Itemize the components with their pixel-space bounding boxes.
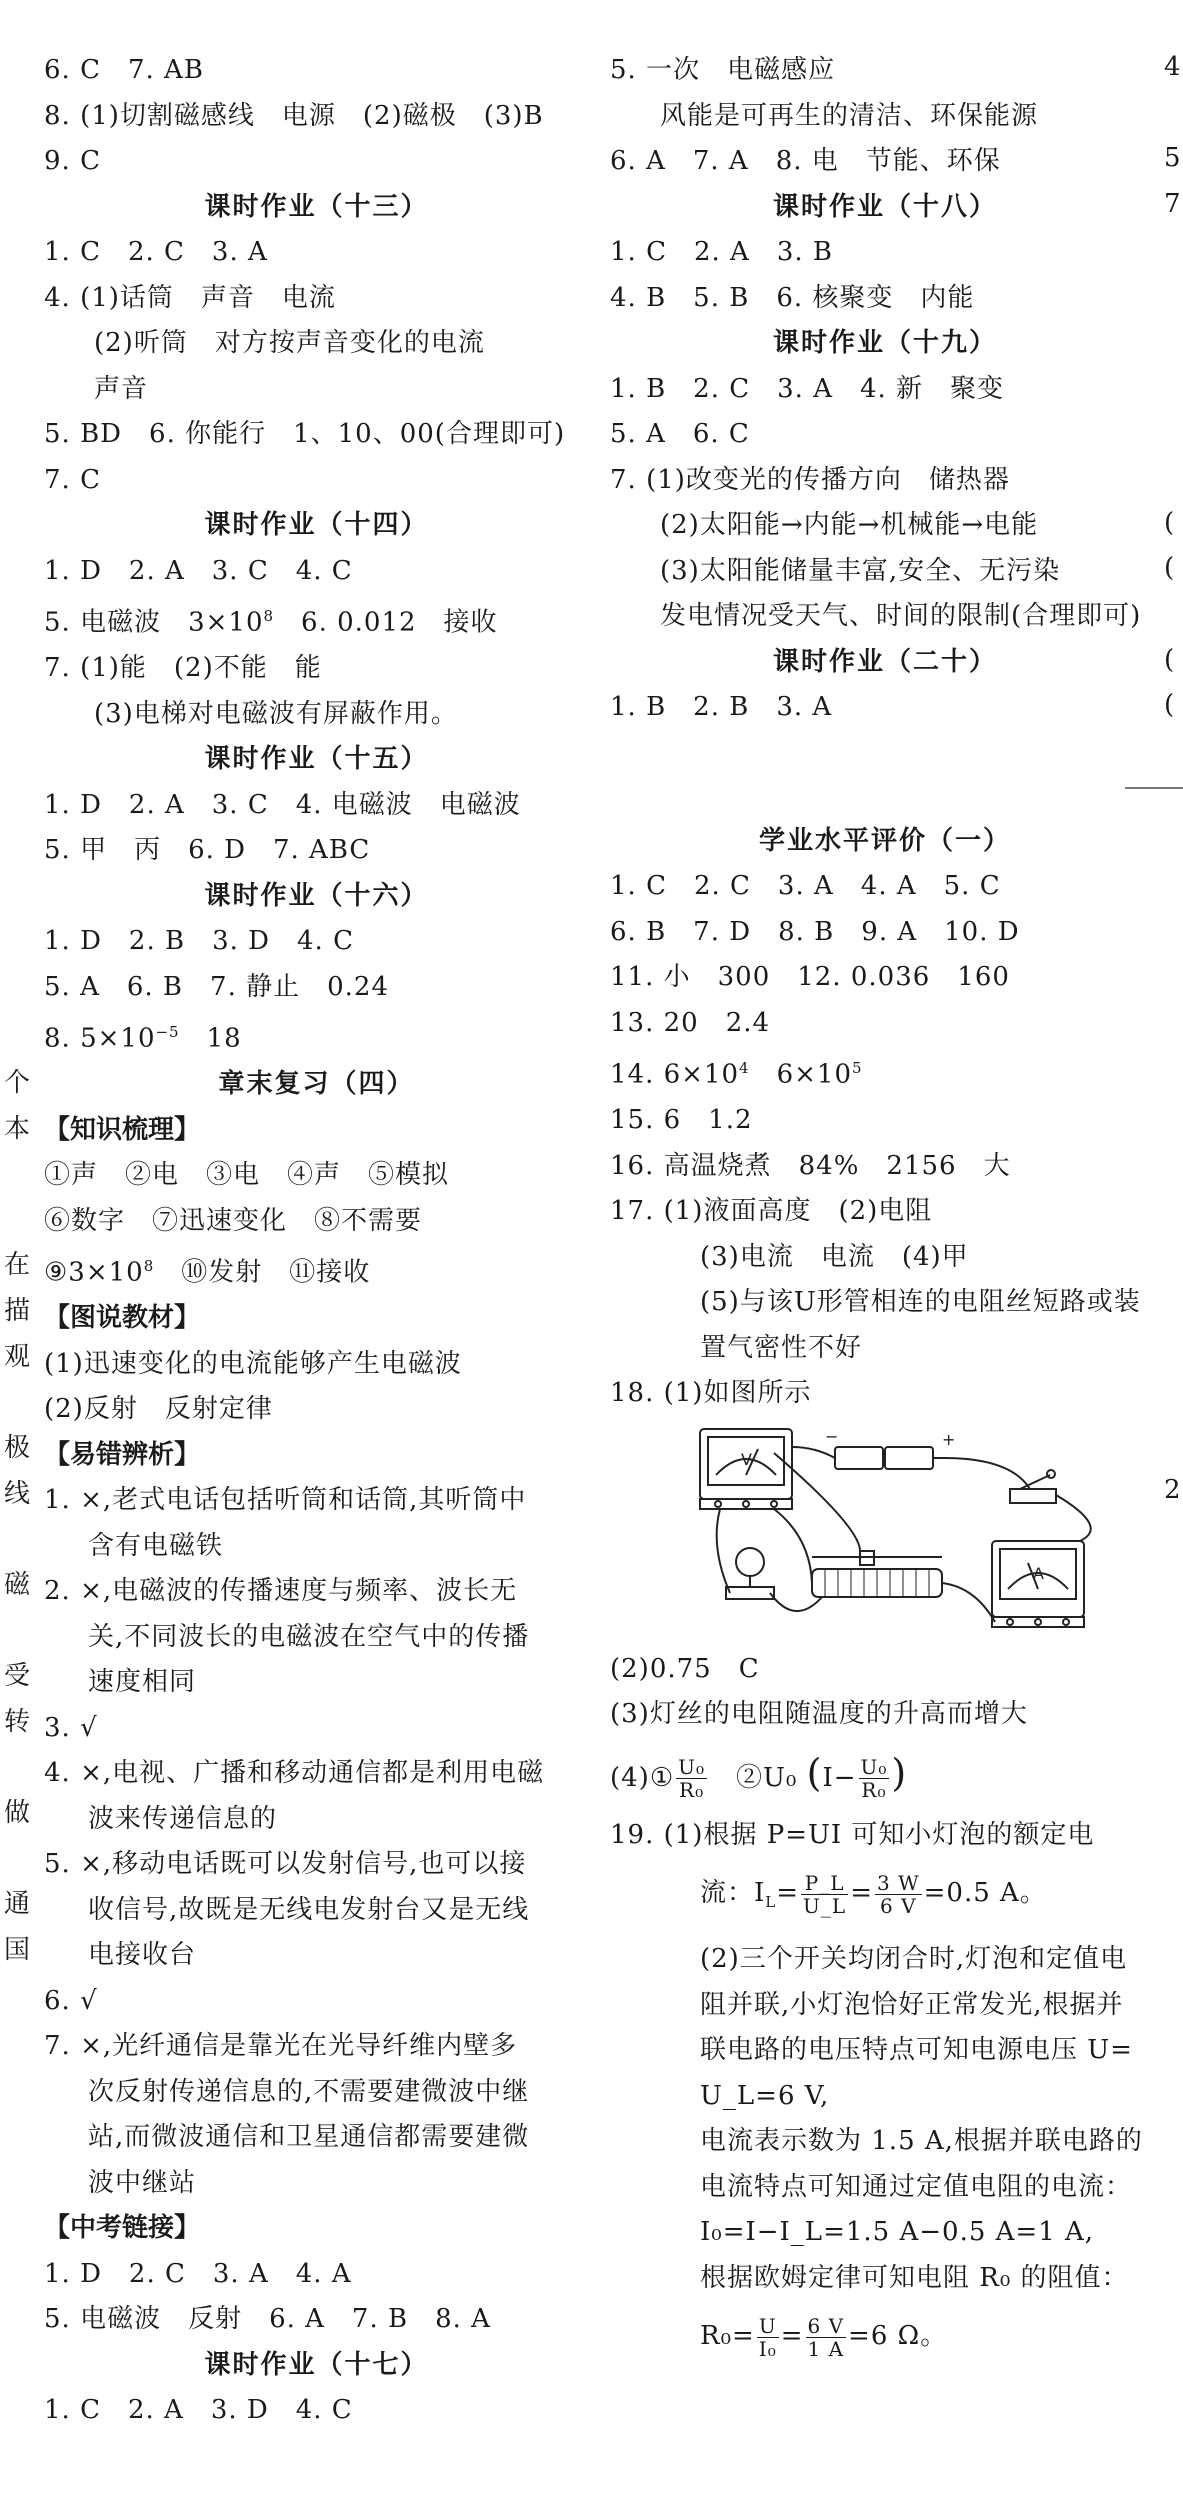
answer-line: (2)0.75 C [610, 1653, 760, 1684]
margin-char: ( [1164, 553, 1175, 583]
section-title-hw16: 课时作业（十六） [204, 880, 429, 911]
answer-line: 5. ×,移动电话既可以发射信号,也可以接 [44, 1849, 527, 1880]
answer-line: 19. (1)根据 P=UI 可知小灯泡的额定电 [610, 1819, 1095, 1850]
answer-line: 4. (1)话筒 声音 电流 [44, 282, 336, 313]
margin-char: ( [1164, 508, 1175, 538]
section-title-hw18: 课时作业（十八） [772, 191, 997, 222]
answer-line: 6. B 7. D 8. B 9. A 10. D [610, 916, 1020, 947]
svg-text:+: + [942, 1429, 956, 1449]
answer-line: (3)灯丝的电阻随温度的升高而增大 [610, 1699, 1028, 1730]
margin-char: 描 [4, 1296, 31, 1326]
answer-line: 电流特点可知通过定值电阻的电流： [700, 2171, 1133, 2202]
answer-line: U_L=6 V, [700, 2080, 830, 2111]
answer-line: (2)听筒 对方按声音变化的电流 [94, 328, 485, 358]
answer-line: (3)电梯对电磁波有屏蔽作用。 [94, 698, 458, 729]
svg-text:−: − [825, 1426, 839, 1446]
answer-line: 根据欧姆定律可知电阻 R₀ 的阻值： [700, 2262, 1129, 2293]
subsection-knowledge: 【知识梳理】 [44, 1114, 201, 1145]
fraction: $\frac{U}{\text{I₀}}$ [758, 2313, 777, 2361]
answer-line: 7. (1)能 (2)不能 能 [44, 653, 322, 684]
answer-line: 5. 电磁波 $3\times 10^8$ 6. 0.012 接收 [44, 607, 498, 638]
answer-line: 4. B 5. B 6. 核聚变 内能 [610, 282, 975, 313]
answer-line: 5. A 6. B 7. 静止 0.24 [44, 971, 389, 1002]
svg-text:V: V [741, 1449, 752, 1469]
margin-char: 2 [1164, 1475, 1181, 1505]
answer-line: 1. B 2. C 3. A 4. 新 聚变 [610, 373, 1005, 404]
answer-line: 次反射传递信息的,不需要建微波中继 [88, 2076, 530, 2107]
right-column [610, 48, 1160, 2371]
answer-line: 9. C [44, 146, 101, 176]
circuit-diagram-figure [690, 1417, 1110, 1647]
fraction: $\frac{6 V}{1 A}$ [807, 2313, 845, 2361]
fraction: $\frac{3 W}{6 V}$ [876, 1870, 920, 1918]
answer-line: 1. C 2. C 3. A 4. A 5. C [610, 871, 1001, 901]
answer-line: 6. A 7. A 8. 电 节能、环保 [610, 146, 1001, 176]
answer-line: 波中继站 [88, 2167, 197, 2198]
answer-line: 速度相同 [88, 1667, 197, 1698]
section-title-hw19: 课时作业（十九） [772, 328, 997, 358]
answer-line: (4)① $\frac{\text{U₀}}{\text{R₀}}$ ②U₀ (I− $\frac{\text{U₀}}{\text{R₀}}$ ) [610, 1750, 908, 1803]
answer-line: 声音 [94, 373, 149, 404]
answer-line: (5)与该U形管相连的电阻丝短路或装 [700, 1287, 1141, 1318]
answer-line: 1. B 2. B 3. A [610, 692, 833, 722]
subsection-error-analysis: 【易错辨析】 [44, 1439, 201, 1470]
answer-line: 1. D 2. A 3. C 4. 电磁波 电磁波 [44, 789, 521, 820]
answer-line: 5. BD 6. 你能行 1、10、00(合理即可) [44, 419, 566, 449]
answer-line: 联电路的电压特点可知电源电压 U= [700, 2035, 1133, 2066]
left-column [44, 48, 589, 2434]
answer-line: (2)反射 反射定律 [44, 1394, 273, 1425]
answer-line: 18. (1)如图所示 [610, 1378, 812, 1409]
answer-line: ⑥数字 ⑦迅速变化 ⑧不需要 [44, 1205, 423, 1236]
margin-char: 7 [1164, 189, 1181, 219]
answer-line: 17. (1)液面高度 (2)电阻 [610, 1196, 933, 1227]
answer-line: 5. A 6. C [610, 419, 750, 449]
answer-line: 15. 6 1.2 [610, 1105, 753, 1136]
margin-char: 极 [4, 1433, 31, 1463]
answer-line: 5. 甲 丙 6. D 7. ABC [44, 835, 371, 866]
margin-char: ( [1164, 645, 1175, 675]
margin-char: 通 [4, 1889, 31, 1919]
answer-line: 7. C [44, 464, 101, 495]
margin-char: ( [1164, 690, 1175, 720]
section-title-hw20: 课时作业（二十） [772, 646, 997, 677]
answer-line: 1. D 2. B 3. D 4. C [44, 926, 354, 957]
answer-line: 关,不同波长的电磁波在空气中的传播 [88, 1621, 530, 1652]
section-title-hw13: 课时作业（十三） [204, 191, 429, 222]
margin-char: 线 [4, 1479, 31, 1509]
answer-line: 含有电磁铁 [88, 1530, 224, 1561]
circuit-diagram [610, 1417, 1160, 1647]
margin-char: 在 [4, 1250, 31, 1280]
answer-line: 3. √ [44, 1712, 98, 1743]
fraction: $\frac{\text{U₀}}{\text{R₀}}$ [860, 1755, 888, 1803]
section-title-hw15: 课时作业（十五） [204, 744, 429, 775]
subsection-exam-link: 【中考链接】 [44, 2213, 201, 2244]
answer-line: 6. √ [44, 1985, 98, 2016]
answer-line: 电接收台 [88, 1940, 197, 1971]
answer-line: (1)迅速变化的电流能够产生电磁波 [44, 1348, 462, 1379]
answer-line: 风能是可再生的清洁、环保能源 [660, 100, 1039, 131]
margin-char: 做 [4, 1798, 31, 1828]
answer-line: 电流表示数为 1.5 A,根据并联电路的 [700, 2126, 1143, 2157]
answer-line: 阻并联,小灯泡恰好正常发光,根据并 [700, 1989, 1124, 2020]
answer-line: 1. ×,老式电话包括听筒和话筒,其听筒中 [44, 1485, 527, 1516]
answer-line: (3)太阳能储量丰富,安全、无污染 [660, 555, 1061, 586]
answer-line: 1. C 2. A 3. B [610, 237, 833, 267]
answer-line: 8. (1)切割磁感线 电源 (2)磁极 (3)B [44, 100, 544, 131]
answer-line: 5. 电磁波 反射 6. A 7. B 8. A [44, 2304, 491, 2335]
answer-line: 13. 20 2.4 [610, 1007, 771, 1038]
margin-char: 磁 [4, 1570, 31, 1600]
fraction: $\frac{\text{U₀}}{\text{R₀}}$ [678, 1755, 706, 1803]
section-title-hw14: 课时作业（十四） [204, 510, 429, 540]
margin-char: 观 [4, 1342, 31, 1372]
answer-line: $⑨3\times 10^8$ ⑩发射 ⑪接收 [44, 1257, 371, 1288]
answer-line: 14. $6\times 10^4$ $6\times 10^5$ [610, 1059, 863, 1090]
answer-line: I₀=I−I_L=1.5 A−0.5 A=1 A, [700, 2217, 1095, 2248]
answer-line: 2. ×,电磁波的传播速度与频率、波长无 [44, 1576, 518, 1607]
answer-line: 置气密性不好 [700, 1332, 863, 1363]
answer-line: (3)电流 电流 (4)甲 [700, 1241, 969, 1272]
margin-char: 本 [4, 1114, 31, 1144]
answer-line: 7. ×,光纤通信是靠光在光导纤维内壁多 [44, 2031, 518, 2062]
answer-line: 1. C 2. C 3. A [44, 237, 268, 267]
fraction: $\frac{P\_L}{U\_L}$ [803, 1870, 847, 1918]
answer-line: 流：$I_L=$ $\frac{P\_L}{U\_L}$ = $\frac{3 W}{6 V}$ =0.5 A。 [700, 1870, 1047, 1918]
answer-line: 1. D 2. C 3. A 4. A [44, 2258, 352, 2289]
answer-line: 发电情况受天气、时间的限制(合理即可) [660, 601, 1142, 631]
answer-line: 收信号,故既是无线电发射台又是无线 [88, 1894, 530, 1925]
section-title-review4: 章末复习（四） [218, 1069, 415, 1100]
answer-line: 5. 一次 电磁感应 [610, 55, 836, 85]
answer-line: 站,而微波通信和卫星通信都需要建微 [88, 2122, 530, 2153]
answer-line: ①声 ②电 ③电 ④声 ⑤模拟 [44, 1160, 450, 1191]
answer-line: 16. 高温烧煮 84% 2156 大 [610, 1150, 1011, 1181]
answer-line: (2)太阳能→内能→机械能→电能 [660, 510, 1039, 540]
answer-line: 1. C 2. A 3. D 4. C [44, 2395, 353, 2426]
section-title-eval1: 学业水平评价（一） [758, 825, 1011, 856]
margin-char: 受 [4, 1661, 31, 1691]
answer-line: 11. 小 300 12. 0.036 160 [610, 962, 1010, 992]
answer-line: 7. (1)改变光的传播方向 储热器 [610, 464, 1010, 495]
svg-text:A: A [1033, 1563, 1044, 1583]
section-title-hw17: 课时作业（十七） [204, 2349, 429, 2380]
answer-line: 6. C 7. AB [44, 55, 204, 85]
answer-line: (2)三个开关均闭合时,灯泡和定值电 [700, 1944, 1128, 1975]
answer-line: 4. ×,电视、广播和移动通信都是利用电磁 [44, 1758, 545, 1789]
subsection-textbook-figures: 【图说教材】 [44, 1303, 201, 1334]
margin-char: 国 [4, 1935, 31, 1965]
margin-char: 转 [4, 1707, 31, 1737]
answer-line: 波来传递信息的 [88, 1803, 278, 1834]
answer-line: 8. $5\times 10^{-5}$ 18 [44, 1023, 242, 1054]
answer-line: 1. D 2. A 3. C 4. C [44, 555, 353, 586]
margin-char: 个 [4, 1068, 31, 1098]
answer-line: R₀= $\frac{U}{\text{I₀}}$ = $\frac{6 V}{1 A}$ =6 Ω。 [700, 2313, 948, 2361]
margin-char: 5 [1164, 143, 1181, 173]
margin-char: 4 [1164, 52, 1181, 82]
